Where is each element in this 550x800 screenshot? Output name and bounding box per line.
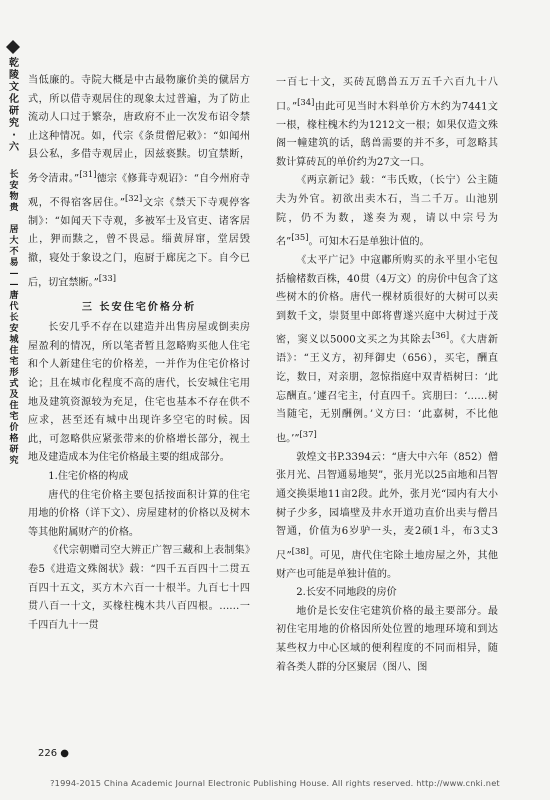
vertical-char: 乾 <box>9 58 19 69</box>
vertical-char: · <box>12 130 16 141</box>
vertical-char: 陵 <box>9 70 19 81</box>
vertical-char: 宅 <box>9 357 19 367</box>
subheading-1: 1.住宅价格的构成 <box>48 470 129 482</box>
footnote-ref: [32] <box>125 192 143 203</box>
right-paragraph-1: 一百七十文，买砖瓦鸱兽五万五千六百九十八口。”[34]由此可见当时木料单价方木约为7441文一根，椽柱槐木约为1212文一根；如果仅造文殊阁一幢建筑的话，鸱兽需要的并不多，可忽略其数计算砖瓦的单价约为27文一口。 <box>276 77 498 168</box>
vertical-char: 大 <box>9 236 19 246</box>
vertical-char: 究 <box>9 456 19 466</box>
vertical-char: 代 <box>9 302 19 312</box>
vertical-char: 研 <box>9 106 19 117</box>
left-paragraph-3: 唐代的住宅价格主要包括按面积计算的住宅用地的价格（详下文）、房屋建材的价格以及树木等其他附属财产的价格。 <box>28 489 250 538</box>
section-heading: 三 长安住宅价格分析 <box>81 301 197 313</box>
vertical-char: 宅 <box>9 412 19 422</box>
left-paragraph-2: 长安几乎不存在以建造并出售房屋或倒卖房屋盈利的情况，所以笔者暂且忽略购买他人住宅和个人新建住宅的价格差，一并作为住宅价格讨论；且在城市化程度不高的唐代，长安城住宅用地及建筑资源较为充足，住宅也基本不存在供不应求，甚至还有城中出现许多空宅的时候。因此，可忽略供应紧张带来的价格增长部分，视土地及建造成本为住宅价格最主要的组成部分。 <box>28 322 250 464</box>
right-paragraph-4: 敦煌文书P.3394云：“唐大中六年（852）僧张月光、吕智通易地契”，张月光以25亩地和吕智通交换渠地11亩2段。此外，张月光“园内有大小树子少多，园墙壁及井水开道功直价出卖与僧吕智通，价值为6岁驴一头，麦2硕1斗，布3丈3尺”[38]。可见，唐代住宅除土地房屋之外，其他财产也可能是单独计值的。 <box>276 451 498 580</box>
page-bullet-icon: ● <box>60 748 70 759</box>
vertical-char: 城 <box>9 335 19 345</box>
vertical-char: 式 <box>9 379 19 389</box>
vertical-char: 唐 <box>9 291 19 301</box>
article-title-vertical <box>6 170 22 467</box>
vertical-char: 安 <box>9 324 19 334</box>
vertical-char: 化 <box>9 94 19 105</box>
vertical-char: 文 <box>9 82 19 93</box>
vertical-char: 格 <box>9 434 19 444</box>
vertical-char: 物 <box>9 192 19 202</box>
page-number: 226 ● <box>38 748 70 759</box>
vertical-char: 长 <box>9 170 19 180</box>
right-paragraph-5: 地价是长安住宅建筑价格的最主要部分。最初住宅用地的价格因所处位置的地理环境和到达某些权力中心区域的便利程度的不同而相异，随着各类人群的分区聚居（图八、图 <box>276 605 498 673</box>
vertical-char: 住 <box>9 401 19 411</box>
vertical-char: 价 <box>9 423 19 433</box>
vertical-char: 究 <box>9 118 19 129</box>
vertical-char <box>6 214 22 225</box>
subheading-2: 2.长安不同地段的房价 <box>296 587 397 599</box>
left-paragraph-1: 当低廉的。寺院大概是中古最物廉价美的僦居方式，所以借寺观居住的现象太过普遍，为了防止流动人口过于繁杂，唐政府不止一次发布诏令禁止这种情况。如，代宗《条贯僧尼敕》：“如闻州县公私，多借寺观居止，因兹亵黩。切宜禁断，务令清肃。”[31]德宗《修葺寺观诏》：“自今州府寺观，不得宿客居住。”[32]文宗《禁天下寺观停客制》：“如闻天下寺观，多被军士及官吏、诸客居止，狎而黩之，曾不畏忌。缁黄屏窜，堂居毁撤，寝处于象设之门，庖厨于廊庑之下。自今已后，切宜禁断。”[33] <box>28 75 250 289</box>
vertical-char: 不 <box>9 247 19 257</box>
left-paragraph-4: 《代宗朝赠司空大辨正广智三藏和上表制集》卷5《进造文殊阁状》载：“四千五百四十二贯五百四十五文，买方木六百一十根半。九百七十四贯八百一十文，买椽柱槐木共八百四根。……一千四百九十一贯 <box>28 545 250 631</box>
vertical-char: 安 <box>9 181 19 191</box>
vertical-char: — <box>9 280 19 290</box>
vertical-char: 六 <box>9 142 19 153</box>
right-paragraph-2: 《两京新记》载：“韦氏败，（长宁）公主随夫为外官。初欲出卖木石，当二千万。山池别院，仍不为数，遂奏为观，请以中宗号为名”[35]。可知木石是单独计值的。 <box>276 175 498 248</box>
right-paragraph-3: 《太平广记》中寇鄘所购买的永平里小宅包括榆楮数百株，40贯（4万文）的房价中包含了这些树木的价格。唐代一棵材质很好的大树可以卖到数千文，崇贤里中郎将曹遂兴庭中大树过于茂密，窦义以5000文买之为其除去[36]。《大唐新语》：“王义方，初拜御史（656），买宅，酬直讫，数日，对亲朋，忽惊指庭中双青梧树曰：‘此忘酬直。’遽召宅主，付直四千。宾朋曰：‘……树当随宅，无别酬例。’义方曰：‘此嘉树，不比他也。’”[37] <box>276 255 499 445</box>
vertical-char: 形 <box>9 368 19 378</box>
journal-title-vertical <box>6 58 22 154</box>
vertical-char: — <box>9 269 19 279</box>
diamond-ornament-icon <box>6 40 20 54</box>
right-column <box>276 74 498 677</box>
vertical-char: 研 <box>9 445 19 455</box>
vertical-char: 及 <box>9 390 19 400</box>
vertical-char: 居 <box>9 225 19 235</box>
footnote-ref: [34] <box>297 96 315 107</box>
vertical-char: 贵 <box>9 203 19 213</box>
footnote-ref: [31] <box>79 168 97 179</box>
vertical-char: 长 <box>9 313 19 323</box>
left-column <box>28 72 250 635</box>
vertical-char: 易 <box>9 258 19 268</box>
footnote-ref: [38] <box>291 545 309 556</box>
footnote-ref: [37] <box>299 428 317 439</box>
vertical-char: 住 <box>9 346 19 356</box>
footnote-ref: [33] <box>98 272 117 283</box>
footnote-ref: [36] <box>431 330 450 341</box>
copyright-footer: ?1994-2015 China Academic Journal Electronic Publishing House. All rights reserved. http://www.cnki.net <box>50 778 500 788</box>
footnote-ref: [35] <box>291 232 309 243</box>
